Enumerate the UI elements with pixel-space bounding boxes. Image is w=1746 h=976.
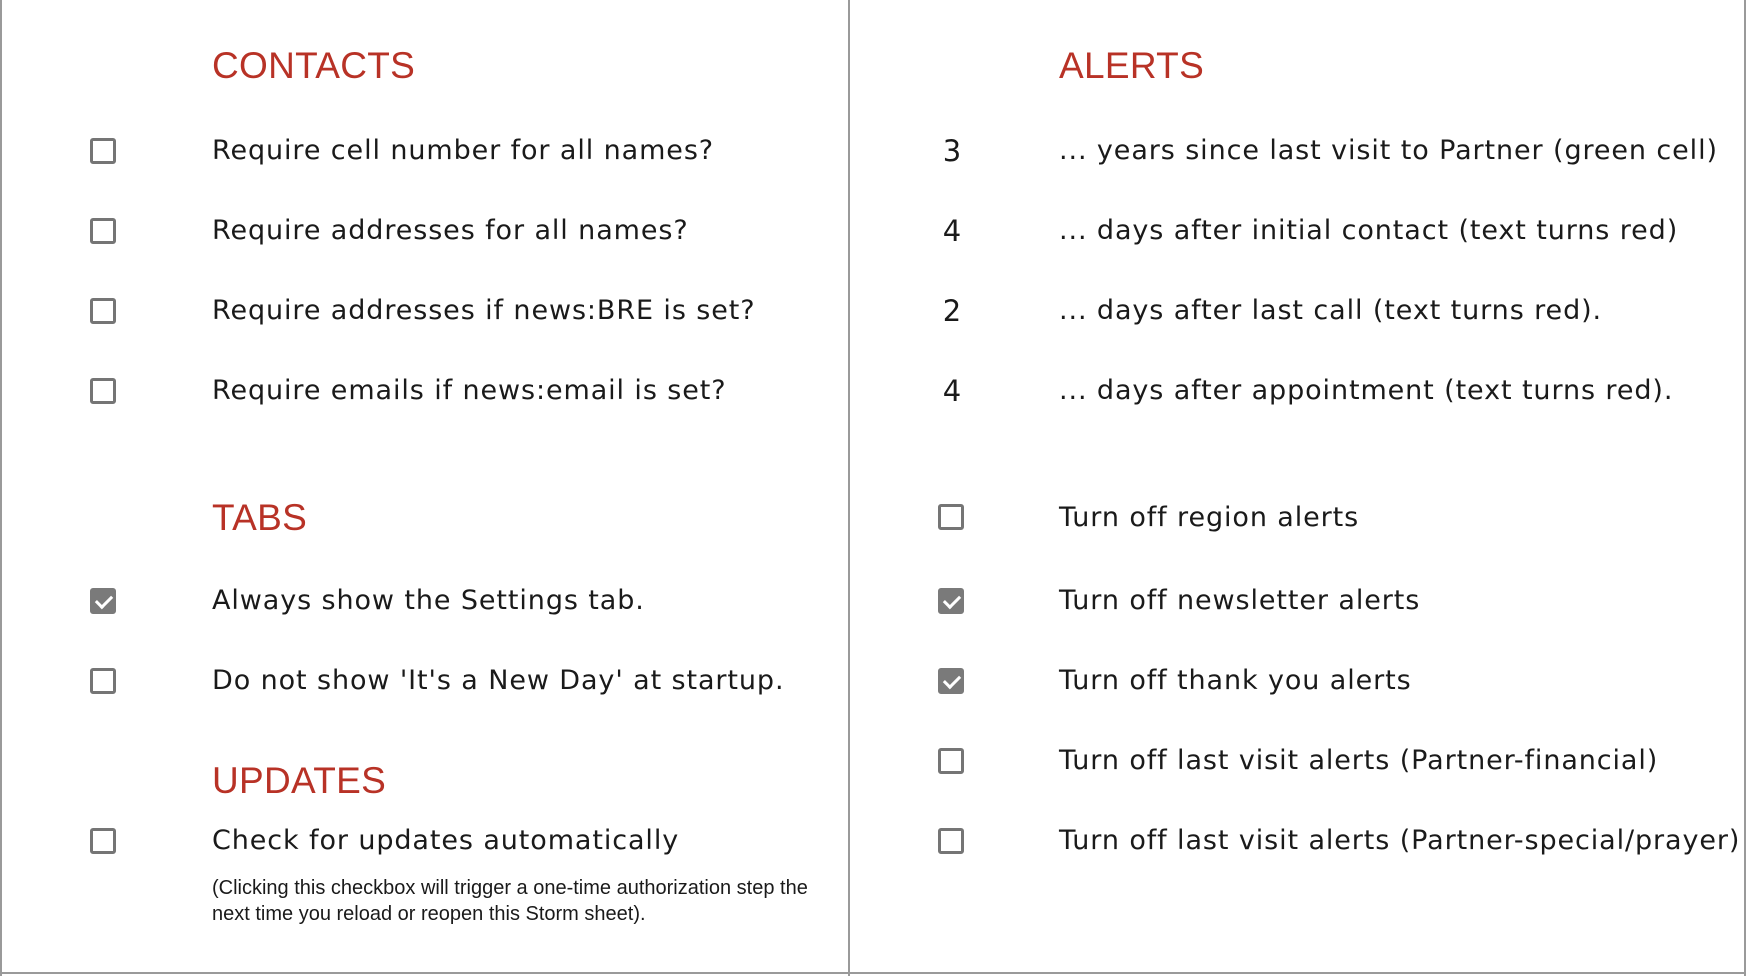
- new-day-label: Do not show 'It's a New Day' at startup.: [212, 665, 785, 696]
- auto-updates-checkbox[interactable]: [90, 828, 116, 854]
- region-alerts-label: Turn off region alerts: [1059, 502, 1360, 533]
- last-visit-financial-checkbox[interactable]: [938, 748, 964, 774]
- appointment-days-label: ... days after appointment (text turns red).: [1059, 375, 1674, 406]
- require-addresses-bre-label: Require addresses if news:BRE is set?: [212, 295, 756, 326]
- require-cell-checkbox[interactable]: [90, 138, 116, 164]
- last-visit-financial-label: Turn off last visit alerts (Partner-financial): [1059, 745, 1659, 776]
- sheet-bottom-border: [0, 972, 1746, 974]
- newsletter-alerts-checkbox[interactable]: [938, 588, 964, 614]
- last-visit-prayer-label: Turn off last visit alerts (Partner-special/prayer): [1059, 825, 1741, 856]
- region-alerts-checkbox[interactable]: [938, 504, 964, 530]
- new-day-checkbox[interactable]: [90, 668, 116, 694]
- always-show-settings-label: Always show the Settings tab.: [212, 585, 645, 616]
- updates-note-line-2: next time you reload or reopen this Storm sheet).: [212, 903, 646, 925]
- column-divider: [848, 0, 850, 976]
- require-emails-checkbox[interactable]: [90, 378, 116, 404]
- updates-heading: UPDATES: [212, 760, 387, 801]
- updates-note-line-1: (Clicking this checkbox will trigger a one-time authorization step the: [212, 877, 808, 899]
- contacts-heading: CONTACTS: [212, 45, 416, 86]
- last-call-days-label: ... days after last call (text turns red).: [1059, 295, 1603, 326]
- years-since-visit-value[interactable]: 3: [942, 134, 962, 168]
- sheet-left-border: [0, 0, 2, 976]
- require-cell-label: Require cell number for all names?: [212, 135, 715, 166]
- always-show-settings-checkbox[interactable]: [90, 588, 116, 614]
- newsletter-alerts-label: Turn off newsletter alerts: [1059, 585, 1421, 616]
- initial-contact-days-label: ... days after initial contact (text turns red): [1059, 215, 1679, 246]
- alerts-heading: ALERTS: [1059, 45, 1205, 86]
- initial-contact-days-value[interactable]: 4: [942, 214, 962, 248]
- auto-updates-label: Check for updates automatically: [212, 825, 680, 856]
- require-addresses-label: Require addresses for all names?: [212, 215, 689, 246]
- tabs-heading: TABS: [212, 497, 308, 538]
- thank-you-alerts-label: Turn off thank you alerts: [1059, 665, 1412, 696]
- last-call-days-value[interactable]: 2: [942, 294, 962, 328]
- last-visit-prayer-checkbox[interactable]: [938, 828, 964, 854]
- require-addresses-bre-checkbox[interactable]: [90, 298, 116, 324]
- require-addresses-checkbox[interactable]: [90, 218, 116, 244]
- require-emails-label: Require emails if news:email is set?: [212, 375, 727, 406]
- appointment-days-value[interactable]: 4: [942, 374, 962, 408]
- years-since-visit-label: ... years since last visit to Partner (green cell): [1059, 135, 1718, 166]
- thank-you-alerts-checkbox[interactable]: [938, 668, 964, 694]
